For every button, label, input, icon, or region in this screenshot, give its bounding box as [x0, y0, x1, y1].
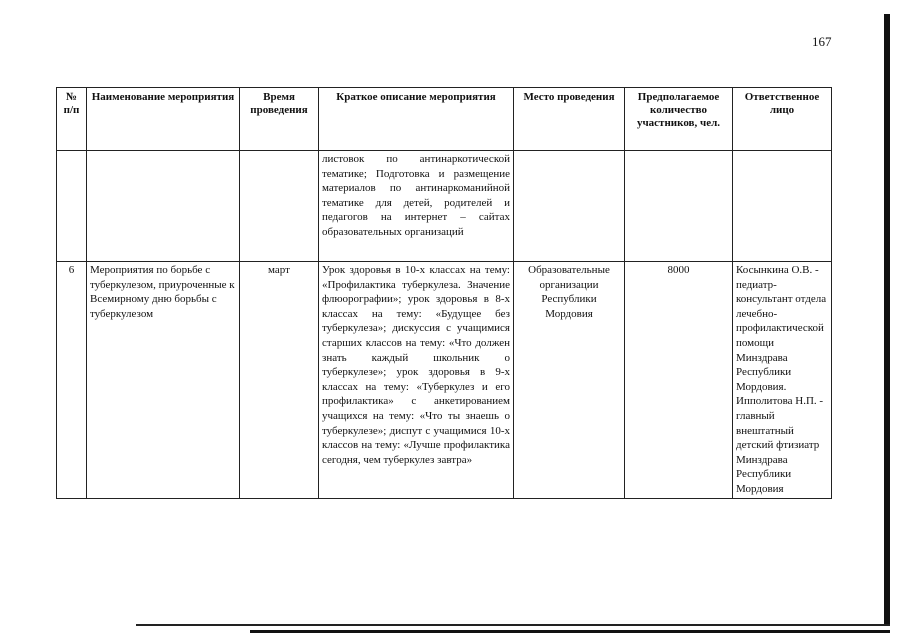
header-time: Время проведения: [240, 88, 319, 151]
page-number: 167: [812, 34, 832, 49]
header-participants: Предполагаемое количество участников, чел.: [625, 88, 733, 151]
table-row-continuation: [57, 151, 832, 262]
scan-bottom-line: [250, 630, 890, 633]
cell-empty: [625, 151, 733, 262]
header-name: Наименование мероприятия: [87, 88, 240, 151]
header-number: № п/п: [57, 88, 87, 151]
header-responsible: Ответственное лицо: [733, 88, 832, 151]
events-table: [56, 87, 832, 499]
cell-description-continued: листовок по антинаркотической тематике; Подготовка и размещение материалов по антинаркоманийной тематике для детей, родителей и педагогов на интернет – сайтах образовательных организаций: [319, 151, 514, 262]
cell-number: 6: [57, 262, 87, 499]
cell-empty: [240, 151, 319, 262]
cell-event-name: Мероприятия по борьбе с туберкулезом, приуроченные к Всемирному дню борьбы с туберкулезом: [87, 262, 240, 499]
cell-empty: [87, 151, 240, 262]
cell-empty: [57, 151, 87, 262]
header-row: [57, 88, 832, 151]
header-place: Место проведения: [514, 88, 625, 151]
cell-responsible: Косынкина О.В. - педиатр-консультант отдела лечебно-профилактической помощи Минздрава Республики Мордовия. Ипполитова Н.П. - главный внештатный детский фтизиатр Минздрава Республики Мордовия: [733, 262, 832, 499]
cell-empty: [733, 151, 832, 262]
cell-time: март: [240, 262, 319, 499]
cell-place: Образовательные организации Республики Мордовия: [514, 262, 625, 499]
cell-empty: [514, 151, 625, 262]
header-description: Краткое описание мероприятия: [319, 88, 514, 151]
scan-bottom-line: [136, 624, 890, 626]
cell-description: Урок здоровья в 10-х классах на тему: «Профилактика туберкулеза. Значение флюорографии»; урок здоровья в 8-х классах на тему: «Будущее без туберкулеза»; дискуссия с учащимися старших классов на тему: «Что должен знать каждый школьник о туберкулезе»; урок здоровья в 9-х классах на тему: «Туберкулез и его профилактика» с анкетированием учащихся на тему: «Что ты знаешь о туберкулезе»; диспут с учащимися 10-х классов на тему: «Лучше профилактика сегодня, чем туберкулез завтра»: [319, 262, 514, 499]
scan-edge-bar: [884, 14, 890, 626]
table-row-6: [57, 262, 832, 499]
cell-participants: 8000: [625, 262, 733, 499]
